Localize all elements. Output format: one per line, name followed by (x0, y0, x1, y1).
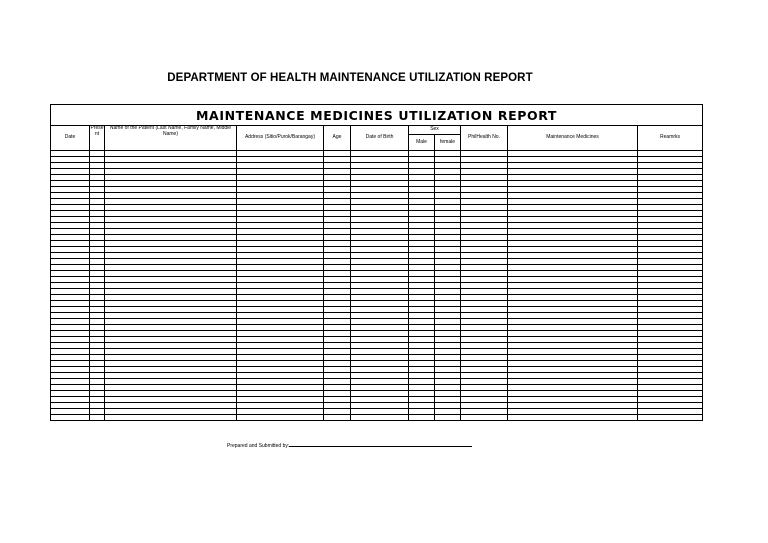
report-table-body (51, 151, 703, 421)
table-cell[interactable] (435, 415, 461, 421)
header-female: female (435, 135, 461, 151)
table-cell[interactable] (351, 415, 409, 421)
table-cell[interactable] (324, 415, 351, 421)
header-patient-name: Name of the Patient (Last Name, Family Name, Middle Name) (105, 126, 237, 151)
header-remarks: Reamrks (638, 126, 703, 151)
header-date-of-birth: Date of Birth (351, 126, 409, 151)
header-philhealth-no: PhilHealth No. (461, 126, 508, 151)
header-address: Address (Sitio/Purok/Barangay) (237, 126, 324, 151)
table-row (51, 415, 703, 421)
table-cell[interactable] (409, 415, 435, 421)
table-cell[interactable] (51, 415, 90, 421)
table-cell[interactable] (461, 415, 508, 421)
prepared-by-label: Prepared and Submitted by: (227, 443, 290, 449)
table-cell[interactable] (105, 415, 237, 421)
prepared-by-line (227, 442, 472, 449)
report-title: MAINTENANCE MEDICINES UTILIZATION REPORT (51, 105, 703, 126)
header-male: Male (409, 135, 435, 151)
table-cell[interactable] (638, 415, 703, 421)
utilization-report-table (50, 104, 703, 421)
table-cell[interactable] (90, 415, 105, 421)
table-cell[interactable] (237, 415, 324, 421)
header-present: Prese nt (90, 126, 105, 151)
document-title: DEPARTMENT OF HEALTH MAINTENANCE UTILIZATION REPORT (167, 72, 533, 84)
header-age: Age (324, 126, 351, 151)
header-date: Date (51, 126, 90, 151)
table-cell[interactable] (508, 415, 638, 421)
signature-line[interactable] (289, 442, 472, 447)
header-sex: Sex (409, 126, 461, 135)
header-maintenance-medicines: Maintenance Medicines (508, 126, 638, 151)
